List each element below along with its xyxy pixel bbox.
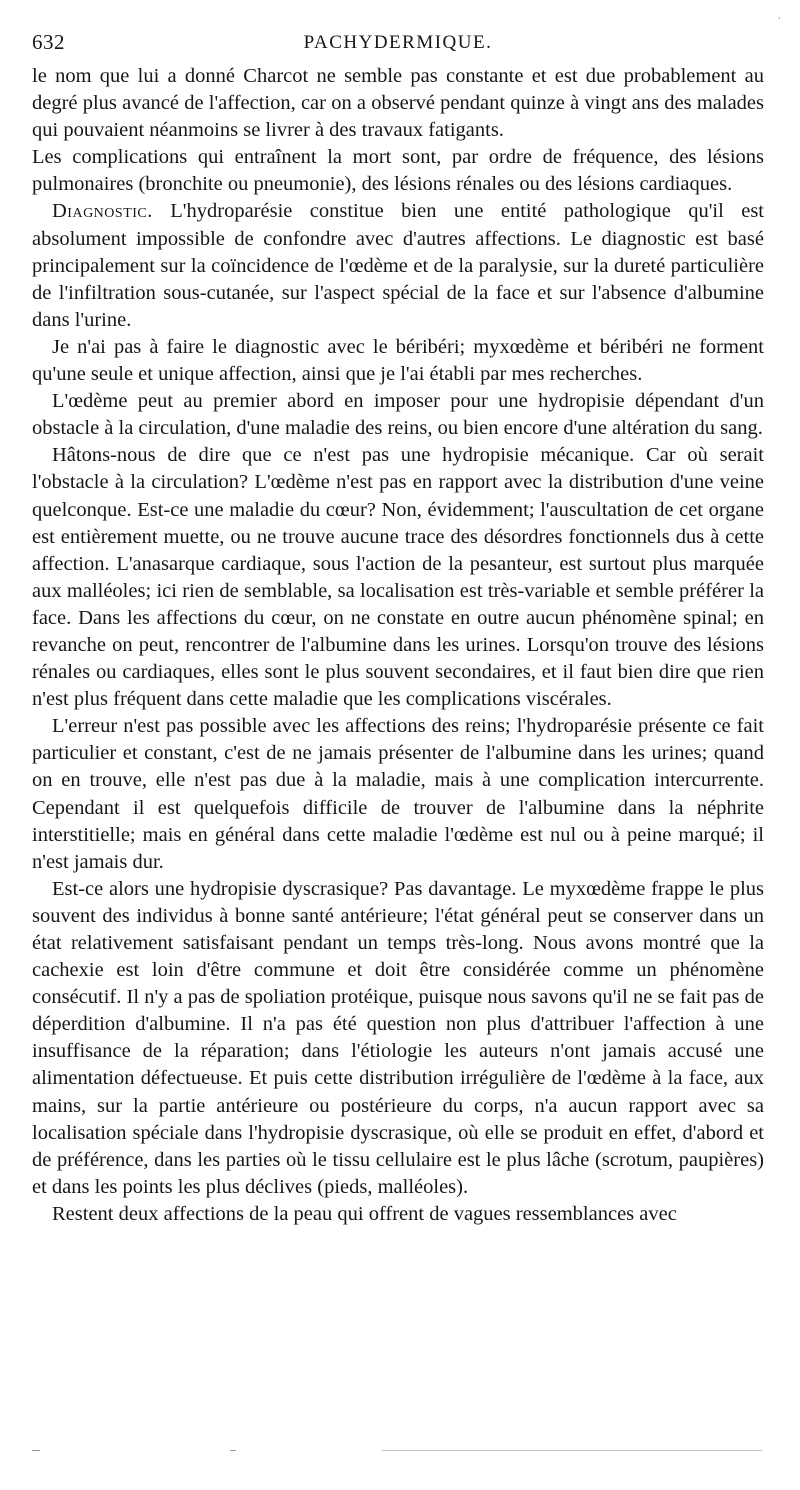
paragraph-diagnostic (32, 198, 764, 333)
paragraph-oedeme: L'œdème peut au premier abord en imposer pour une hydropisie dépendant d'un obstacle à la circulation, d'une maladie des reins, ou bien encore d'une altération du sang. (32, 390, 764, 440)
paragraph-affections-reins: L'erreur n'est pas possible avec les affections des reins; l'hydroparésie présente ce fait particulier et constant, c'est de ne jamais présenter de l'albumine dans les urines; quand on en trouve, elle n'est pas due à la maladie, mais à une complication intercurrente. Cependant il est quelquefois difficile de trouver de l'albumine dans la néphrite interstitielle; mais en général dans cette maladie l'œdème est nul ou à peine marqué; il n'est jamais dur. (32, 715, 764, 873)
paragraph-diagnostic-text: L'hydroparésie constitue bien une entité pathologique qu'il est absolument impossible de confondre avec d'autres affections. Le diagnostic est basé principalement sur la coïncidence de l'œdème et de la paralysie, sur la dureté particulière de l'infiltration sous-cutanée, sur l'aspect spécial de la face et sur l'absence d'albumine dans l'urine. (32, 200, 764, 331)
paragraph-hydropisie-mecanique: Hâtons-nous de dire que ce n'est pas une hydropisie mécanique. Car où serait l'obstacle à la circulation? L'œdème n'est pas en rapport avec la distribution d'une veine quelconque. Est-ce une maladie du cœur? Non, évidemment; l'auscultation de cet organe est entièrement muette, ou ne trouve aucune trace des désordres fonctionnels dus à cette affection. L'anasarque cardiaque, sous l'action de la pesanteur, est surtout plus marquée aux malléoles; ici rien de semblable, sa localisation est très-variable et semble préférer la face. Dans les affections du cœur, on ne constate en outre aucun phénomène spinal; en revanche on peut, rencontrer de l'albumine dans les urines. Lorsqu'on trouve des lésions rénales ou cardiaques, elles sont le plus souvent secondaires, et il faut bien dire que rien n'est plus fréquent dans cette maladie que les complications viscérales. (32, 444, 764, 711)
running-title: PACHYDERMIQUE. (303, 32, 493, 53)
footer-rule (32, 1450, 764, 1454)
corner-mark: ' (778, 16, 780, 27)
section-heading-diagnostic: Diagnostic. (52, 200, 153, 223)
paragraph-continuation: le nom que lui a donné Charcot ne semble pas constante et est due probablement au degré plus avancé de l'affection, car on a observé pendant quinze à vingt ans des malades qui pouvaient néanmoins se livrer à des travaux fatigants. (32, 65, 764, 142)
paragraph-hydropisie-dyscrasique: Est-ce alors une hydropisie dyscrasique? Pas davantage. Le myxœdème frappe le plus souvent des individus à bonne santé antérieure; l'état général peut se conserver dans un état relativement satisfaisant pendant un temps très-long. Nous avons montré que la cachexie est loin d'être commune et doit être considérée comme un phénomène consécutif. Il n'y a pas de spoliation protéique, puisque nous savons qu'il ne se fait pas de déperdition d'albumine. Il n'a pas été question non plus d'attribuer l'affection à une insuffisance de la réparation; dans l'étiologie les auteurs n'ont jamais accusé une alimentation défectueuse. Et puis cette distribution irrégulière de l'œdème à la face, aux mains, sur la partie antérieure ou postérieure du corps, n'a aucun rapport avec sa localisation spéciale dans l'hydropisie dyscrasique, où elle se produit en effet, d'abord et de préférence, dans les parties où le tissu cellulaire est le plus lâche (scrotum, paupières) et dans les points les plus déclives (pieds, malléoles). (32, 877, 764, 1198)
page-number: 632 (32, 30, 65, 54)
paragraph-affections-peau: Restent deux affections de la peau qui offrent de vagues ressemblances avec (52, 1202, 677, 1225)
body-text (32, 63, 764, 1228)
paragraph-complications: Les complications qui entraînent la mort sont, par ordre de fréquence, des lésions pulmonaires (bronchite ou pneumonie), des lésions rénales ou des lésions cardiaques. (32, 146, 764, 196)
paragraph-beriberi: Je n'ai pas à faire le diagnostic avec le béribéri; myxœdème et béribéri ne forment qu'une seule et unique affection, ainsi que je l'ai établi par mes recherches. (32, 335, 764, 386)
page-header (32, 16, 780, 60)
